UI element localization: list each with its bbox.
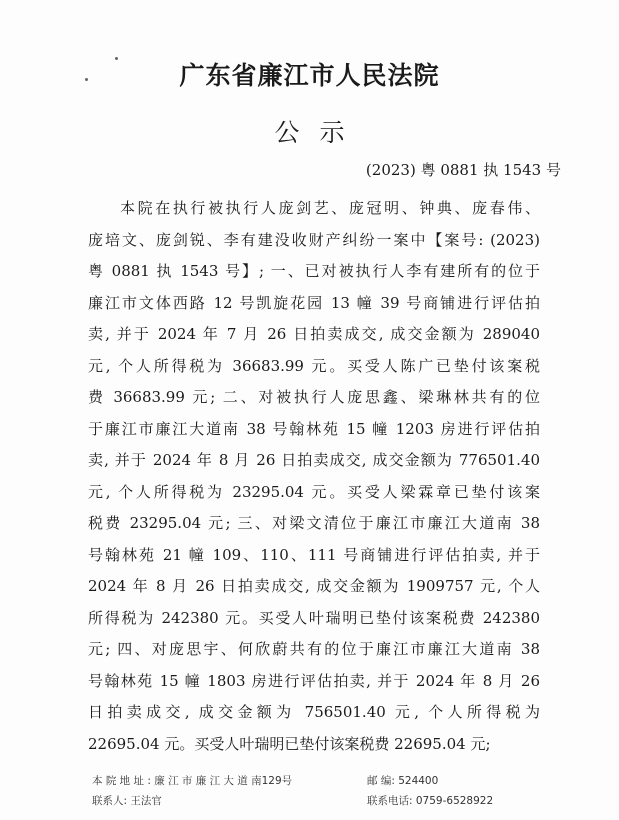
- contact-phone: 联系电话: 0759-6528922: [367, 795, 494, 807]
- footer-contact-info: [92, 771, 552, 811]
- body-line: 粤 0881 执 1543 号】; 一、已对被执行人李有建所有的位于: [88, 262, 540, 280]
- body-line: 号翰林苑 21 幢 109、110、111 号商铺进行评估拍卖, 并于: [88, 545, 540, 564]
- body-line: 本院在执行被执行人庞剑艺、庞冠明、钟典、庞春伟、: [120, 199, 540, 217]
- court-address: 本 院 地 址 : 廉 江 市 廉 江 大 道 南129号: [92, 775, 293, 787]
- body-line: 卖, 并于 2024 年 8 月 26 日拍卖成交, 成交金额为 776501.40: [88, 451, 540, 469]
- body-line: 卖, 并于 2024 年 7 月 26 日拍卖成交, 成交金额为 289040: [88, 325, 540, 343]
- body-line: 22695.04 元。买受人叶瑞明已垫付该案税费 22695.04 元;: [88, 734, 491, 753]
- contact-person: 联系人: 王法官: [92, 795, 162, 807]
- body-line: 元; 四、对庞思宇、何欣蔚共有的位于廉江市廉江大道南 38: [88, 640, 540, 658]
- body-line: 费 36683.99 元; 二、对被执行人庞思鑫、梁琳林共有的位: [88, 388, 540, 406]
- case-number: (2023) 粤 0881 执 1543 号: [365, 161, 561, 179]
- body-line: 于廉江市廉江大道南 38 号翰林苑 15 幢 1203 房进行评估拍: [88, 419, 540, 438]
- body-line: 所得税为 242380 元。买受人叶瑞明已垫付该案税费 242380: [88, 608, 540, 627]
- body-line: 庞培文、庞剑锐、李有建没收财产纠纷一案中【案号: (2023): [88, 230, 540, 249]
- body-line: 号翰林苑 15 幢 1803 房进行评估拍卖, 并于 2024 年 8 月 26: [88, 671, 540, 690]
- body-line: 元, 个人所得税为 23295.04 元。买受人梁霖章已垫付该案: [88, 482, 540, 501]
- footer-row: [92, 791, 552, 811]
- body-line: 2024 年 8 月 26 日拍卖成交, 成交金额为 1909757 元, 个人: [88, 577, 540, 595]
- court-name-heading: 广东省廉江市人民法院: [179, 61, 440, 90]
- notice-title: 公示: [274, 118, 365, 147]
- body-line: 日拍卖成交, 成交金额为 756501.40 元, 个人所得税为: [88, 703, 540, 721]
- body-line: 元, 个人所得税为 36683.99 元。买受人陈广已垫付该案税: [88, 356, 540, 375]
- postal-code: 邮 编: 524400: [367, 775, 439, 787]
- body-line: 廉江市文体西路 12 号凯旋花园 13 幢 39 号商铺进行评估拍: [88, 293, 540, 312]
- footer-row: [92, 771, 552, 791]
- body-line: 税费 23295.04 元; 三、对梁文清位于廉江市廉江大道南 38: [88, 514, 540, 532]
- notice-body: [88, 193, 540, 760]
